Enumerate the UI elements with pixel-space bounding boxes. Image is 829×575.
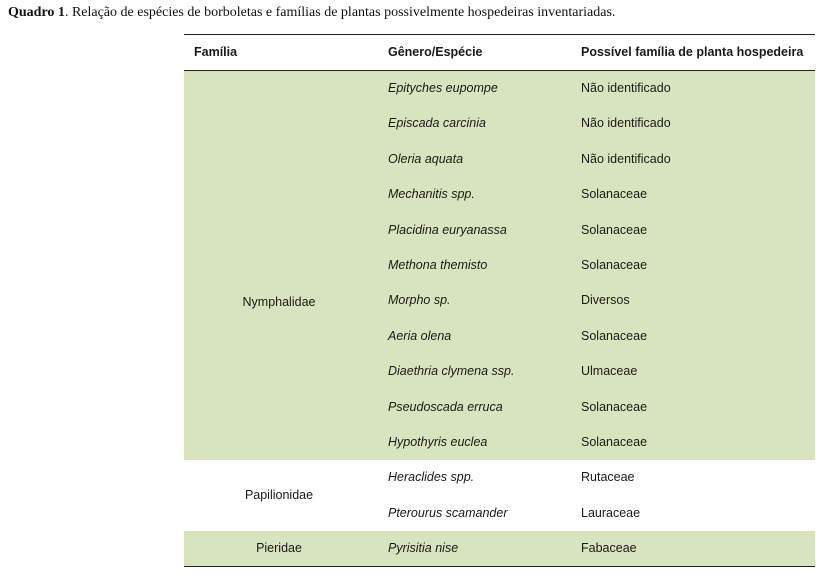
species-table [184,34,815,567]
species-name: Pyrisitia nise [388,541,459,556]
host-plant-family: Rutaceae [581,470,635,485]
species-name: Morpho sp. [388,293,451,308]
table-row [184,460,815,495]
species-name: Heraclides spp. [388,470,475,485]
family-label-pieridae: Pieridae [256,541,302,556]
table-row [184,213,815,248]
host-plant-family: Solanaceae [581,399,648,414]
species-name: Mechanitis spp. [388,187,475,202]
host-plant-family: Solanaceae [581,187,648,202]
species-name: Pterourus scamander [388,505,508,520]
table-row [184,283,815,318]
species-name: Hypothyris euclea [388,434,488,449]
species-name: Epityches eupompe [388,81,498,95]
species-name: Diaethria clymena ssp. [388,364,515,379]
table-row [184,248,815,283]
species-name: Oleria aquata [388,151,464,166]
table-row [184,106,815,141]
species-name: Methona themisto [388,257,488,272]
host-plant-family: Lauraceae [581,505,641,520]
host-plant-family: Não identificado [581,151,671,166]
species-name: Placidina euryanassa [388,222,507,237]
header-familia: Família [194,45,238,59]
family-label-papilionidae: Papilionidae [244,488,314,503]
species-name: Aeria olena [388,328,452,343]
host-plant-family: Solanaceae [581,257,648,272]
table-caption [8,5,615,21]
caption-text: . Relação de espécies de borboletas e famílias de plantas possivelmente hospedeiras inventariadas. [64,5,616,20]
host-plant-family: Diversos [581,293,630,308]
host-plant-family: Solanaceae [581,328,648,343]
host-plant-family: Não identificado [581,116,671,131]
caption-label: Quadro 1 [8,5,65,20]
table-row [184,177,815,212]
host-plant-family: Solanaceae [581,222,648,237]
family-group-nymphalidae [184,71,815,460]
table-header [184,35,815,71]
table-row [184,390,815,425]
family-label-nymphalidae: Nymphalidae [242,295,316,309]
table-row [184,71,815,106]
species-name: Episcada carcinia [388,116,486,131]
header-genero-especie: Gênero/Espécie [388,45,483,59]
species-name: Pseudoscada erruca [388,399,503,414]
header-planta-hospedeira: Possível família de planta hospedeira [581,45,804,59]
host-plant-family: Fabaceae [581,541,637,556]
host-plant-family: Ulmaceae [581,364,638,379]
host-plant-family: Solanaceae [581,434,648,449]
host-plant-family: Não identificado [581,81,671,95]
table-row [184,496,815,531]
family-group-pieridae [184,531,815,566]
table-row [184,319,815,354]
family-group-papilionidae [184,460,815,531]
table-row [184,425,815,460]
table-row [184,354,815,389]
table-row [184,142,815,177]
table-row [184,531,815,566]
